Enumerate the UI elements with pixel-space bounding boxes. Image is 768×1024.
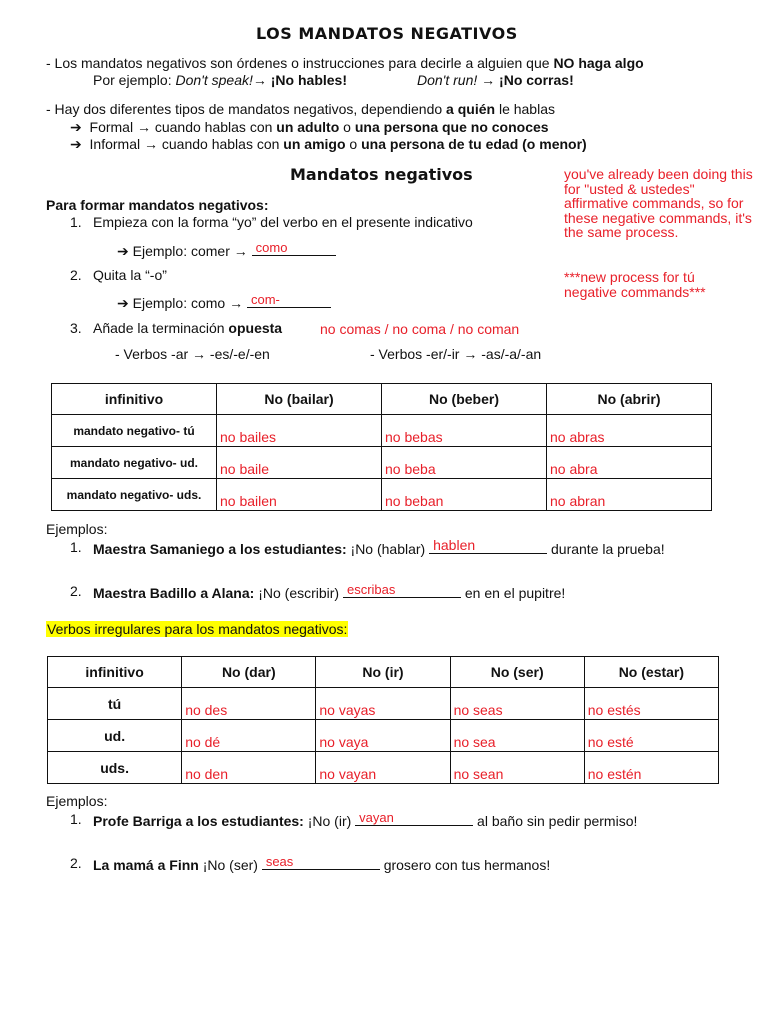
examples-heading: Ejemplos: [46,521,108,537]
table-cell: no des [182,688,316,720]
irregular-heading: Verbos irregulares para los mandatos negativos: [47,621,348,637]
row-label: mandato negativo- uds. [52,479,217,511]
step-2-example: ➔ Ejemplo: como → com- [117,293,331,312]
table-cell: no baile [217,447,382,479]
table-cell: no bailes [217,415,382,447]
table-cell: no esté [584,720,718,752]
table-header: No (beber) [382,384,547,415]
table-cell: no abras [547,415,712,447]
arrow-bullet-icon: ➔ [70,119,82,135]
example-3: Profe Barriga a los estudiantes: ¡No (ir) vayan al baño sin pedir permiso! [93,810,638,829]
ar-verbs-rule: - Verbos -ar → -es/-e/-en [115,346,270,362]
table-cell: no seas [450,688,584,720]
example-number: 2. [70,583,82,599]
irregular-commands-table [47,656,719,784]
example-2-answer: escribas [346,582,396,597]
example-1-answer: hablen [433,537,476,553]
table-cell: no abran [547,479,712,511]
table-cell: no beban [382,479,547,511]
table-row [48,688,719,720]
table-header: No (abrir) [547,384,712,415]
intro-types: - Hay dos diferentes tipos de mandatos negativos, dependiendo a quién le hablas [46,101,555,117]
table-cell: no beba [382,447,547,479]
informal-item: ➔ Informal → cuando hablas con un amigo o una persona de tu edad (o menor) [70,136,587,152]
table-cell: no estén [584,752,718,784]
row-label: tú [48,688,182,720]
example-3-answer: vayan [359,810,394,825]
step-1-answer: como [255,240,288,255]
table-cell: no den [182,752,316,784]
example-2: Maestra Badillo a Alana: ¡No (escribir) escribas en en el pupitre! [93,582,566,601]
section-subtitle: Mandatos negativos [290,165,473,184]
row-label: mandato negativo- ud. [52,447,217,479]
teacher-note: you've already been doing this for "usted & ustedes" affirmative commands, so for these negative commands, it's the same process. [564,166,753,240]
step-3-answer: no comas / no coma / no coman [320,321,520,337]
row-label: uds. [48,752,182,784]
table-cell: no vayan [316,752,450,784]
intro-definition: - Los mandatos negativos son órdenes o instrucciones para decirle a alguien que NO haga algo [46,55,644,71]
table-cell: no bebas [382,415,547,447]
regular-commands-table [51,383,712,511]
arrow-bullet-icon: ➔ [70,136,82,152]
table-header: No (estar) [584,657,718,688]
table-header: No (bailar) [217,384,382,415]
table-cell: no sean [450,752,584,784]
er-ir-verbs-rule: - Verbos -er/-ir → -as/-a/-an [370,346,542,362]
steps-heading: Para formar mandatos negativos: [46,197,269,213]
row-label: mandato negativo- tú [52,415,217,447]
intro-example: Por ejemplo: Don't speak!→ ¡No hables! [93,72,347,88]
table-cell: no abra [547,447,712,479]
table-header: infinitivo [52,384,217,415]
table-cell: no vaya [316,720,450,752]
step-1-example: ➔ Ejemplo: comer → como [117,241,336,260]
table-header: infinitivo [48,657,182,688]
example-1: Maestra Samaniego a los estudiantes: ¡No (hablar) hablen durante la prueba! [93,537,665,557]
table-cell: no estés [584,688,718,720]
row-label: ud. [48,720,182,752]
example-number: 2. [70,855,82,871]
step-2: Quita la “-o” [93,267,167,283]
table-header: No (dar) [182,657,316,688]
step-number: 1. [70,214,82,230]
table-row [52,447,712,479]
example-number: 1. [70,811,82,827]
table-cell: no sea [450,720,584,752]
table-row [48,720,719,752]
table-cell: no dé [182,720,316,752]
table-row [52,479,712,511]
step-1: Empieza con la forma “yo” del verbo en el presente indicativo [93,214,473,230]
step-2-answer: com- [251,292,280,307]
examples-heading: Ejemplos: [46,793,108,809]
table-cell: no vayas [316,688,450,720]
example-4: La mamá a Finn ¡No (ser) seas grosero con tus hermanos! [93,854,551,873]
step-number: 3. [70,320,82,336]
step-3: Añade la terminación opuesta [93,320,283,336]
table-header: No (ir) [316,657,450,688]
example-number: 1. [70,539,82,555]
teacher-note-tu: ***new process for tú negative commands*** [564,269,706,300]
table-cell: no bailen [217,479,382,511]
page-title: LOS MANDATOS NEGATIVOS [256,24,518,43]
step-number: 2. [70,267,82,283]
table-header: No (ser) [450,657,584,688]
example-4-answer: seas [265,854,294,869]
table-row [52,415,712,447]
table-row [48,752,719,784]
intro-example-2: Don't run! → ¡No corras! [417,72,574,88]
formal-item: ➔ Formal → cuando hablas con un adulto o una persona que no conoces [70,119,549,135]
